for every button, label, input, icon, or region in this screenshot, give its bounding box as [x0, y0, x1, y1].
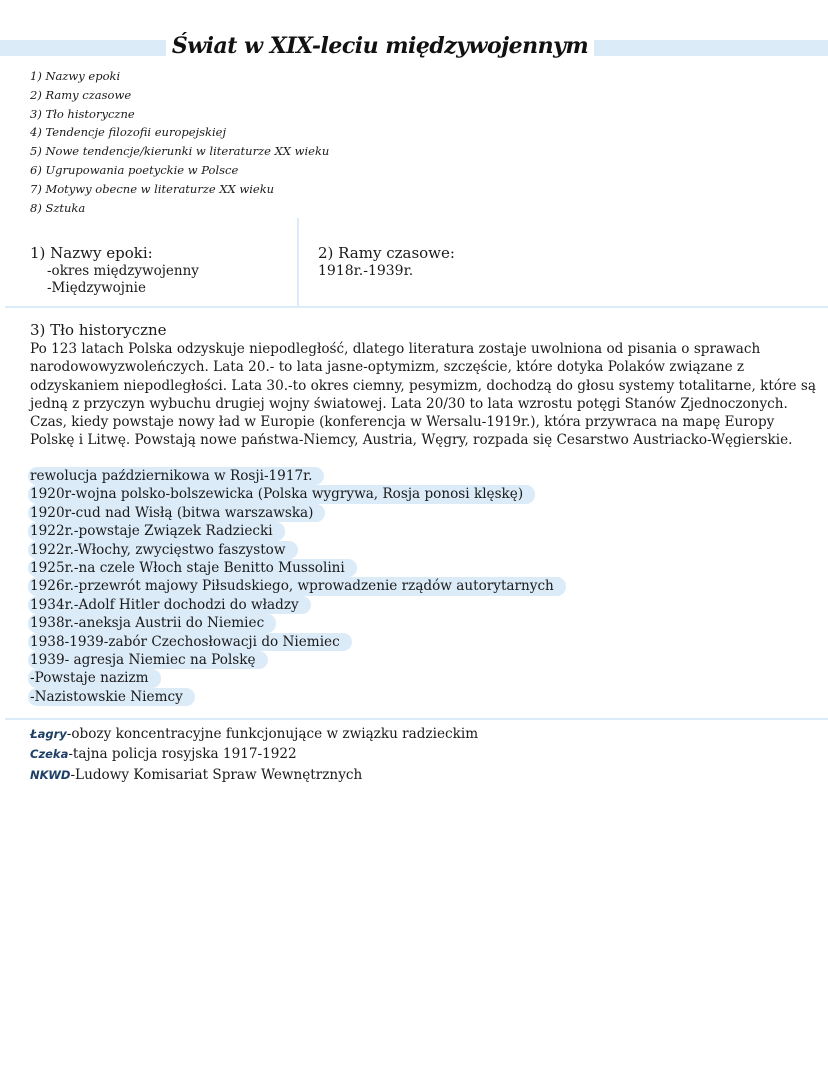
- section-era-names: [30, 244, 199, 297]
- event-item: 1920r-cud nad Wisłą (bitwa warszawska): [28, 504, 325, 522]
- toc-item: 5) Nowe tendencje/kierunki w literaturze XX wieku: [30, 144, 330, 159]
- paragraph: Po 123 latach Polska odzyskuje niepodległość, dlatego literatura zostaje uwolniona od pisania o sprawach narodowowyzwoleńczych. Lata 20.- to lata jasne-optymizm, szczęście, które dotyka Polaków związane z odzyskaniem niepodległości. Lata 30.-to okres ciemny, pesymizm, dochodzą do głosu systemy totalitarne, które są jedną z przyczyn wybuchu drugiej wojny światowej. Lata 20/30 to lata wzrostu potęgi Stanów Zjednoczonych. Czas, kiedy powstaje nowy ład w Europie (konferencja w Wersalu-1919r.), która przywraca na mapę Europy Polskę i Litwę. Powstają nowe państwa-Niemcy, Austria, Węgry, rozpada się Cesarstwo Austriacko-Węgierskie.: [30, 341, 816, 449]
- era-name: -Międzywojnie: [47, 280, 146, 296]
- event-item: 1920r-wojna polsko-bolszewicka (Polska wygrywa, Rosja ponosi klęskę): [28, 485, 535, 503]
- glossary: [30, 724, 478, 785]
- table-of-contents: [30, 67, 329, 217]
- glossary-term: NKWD: [30, 767, 71, 782]
- divider: [5, 306, 828, 308]
- section-historical-background: [30, 321, 820, 450]
- page-title-text: Świat w XIX-leciu międzywojennym: [166, 33, 594, 59]
- event-item: 1925r.-na czele Włoch staje Benitto Mussolini: [28, 559, 357, 577]
- event-item: 1922r.-powstaje Związek Radziecki: [28, 522, 285, 540]
- glossary-term: Czeka: [30, 747, 69, 762]
- glossary-item: [30, 724, 478, 744]
- toc-item: 6) Ugrupowania poetyckie w Polsce: [30, 162, 239, 177]
- event-item: rewolucja październikowa w Rosji-1917r.: [28, 467, 324, 485]
- event-item: 1934r.-Adolf Hitler dochodzi do władzy: [28, 596, 311, 614]
- column-divider: [297, 218, 299, 306]
- toc-item: 4) Tendencje filozofii europejskiej: [30, 125, 227, 140]
- glossary-item: [30, 744, 478, 764]
- section-time-frame: [318, 244, 455, 280]
- event-item: -Powstaje nazizm: [28, 669, 161, 687]
- section-heading: 2) Ramy czasowe:: [318, 244, 455, 262]
- section-heading: 1) Nazwy epoki:: [30, 244, 153, 262]
- glossary-item: [30, 765, 478, 785]
- page-title: [0, 33, 760, 59]
- event-item: 1939- agresja Niemiec na Polskę: [28, 651, 268, 669]
- toc-item: 2) Ramy czasowe: [30, 87, 132, 102]
- toc-item: 7) Motywy obecne w literaturze XX wieku: [30, 181, 275, 196]
- glossary-definition: -tajna policja rosyjska 1917-1922: [68, 746, 297, 763]
- glossary-term: Łagry: [30, 727, 67, 741]
- time-frame-value: 1918r.-1939r.: [318, 263, 414, 279]
- toc-item: 1) Nazwy epoki: [30, 69, 121, 83]
- toc-item: 3) Tło historyczne: [30, 106, 135, 121]
- event-item: 1938-1939-zabór Czechosłowacji do Niemiec: [28, 633, 352, 651]
- section-heading: 3) Tło historyczne: [30, 321, 167, 339]
- divider: [5, 718, 828, 720]
- event-item: -Nazistowskie Niemcy: [28, 688, 195, 706]
- events-list: [30, 467, 566, 706]
- event-item: 1922r.-Włochy, zwycięstwo faszystow: [28, 541, 298, 559]
- event-item: 1938r.-aneksja Austrii do Niemiec: [28, 614, 276, 632]
- glossary-definition: -obozy koncentracyjne funkcjonujące w związku radzieckim: [66, 726, 479, 742]
- glossary-definition: -Ludowy Komisariat Spraw Wewnętrznych: [70, 766, 363, 783]
- event-item: 1926r.-przewrót majowy Piłsudskiego, wprowadzenie rządów autorytarnych: [28, 577, 566, 595]
- era-name: -okres międzywojenny: [47, 263, 199, 279]
- toc-item: 8) Sztuka: [30, 200, 86, 215]
